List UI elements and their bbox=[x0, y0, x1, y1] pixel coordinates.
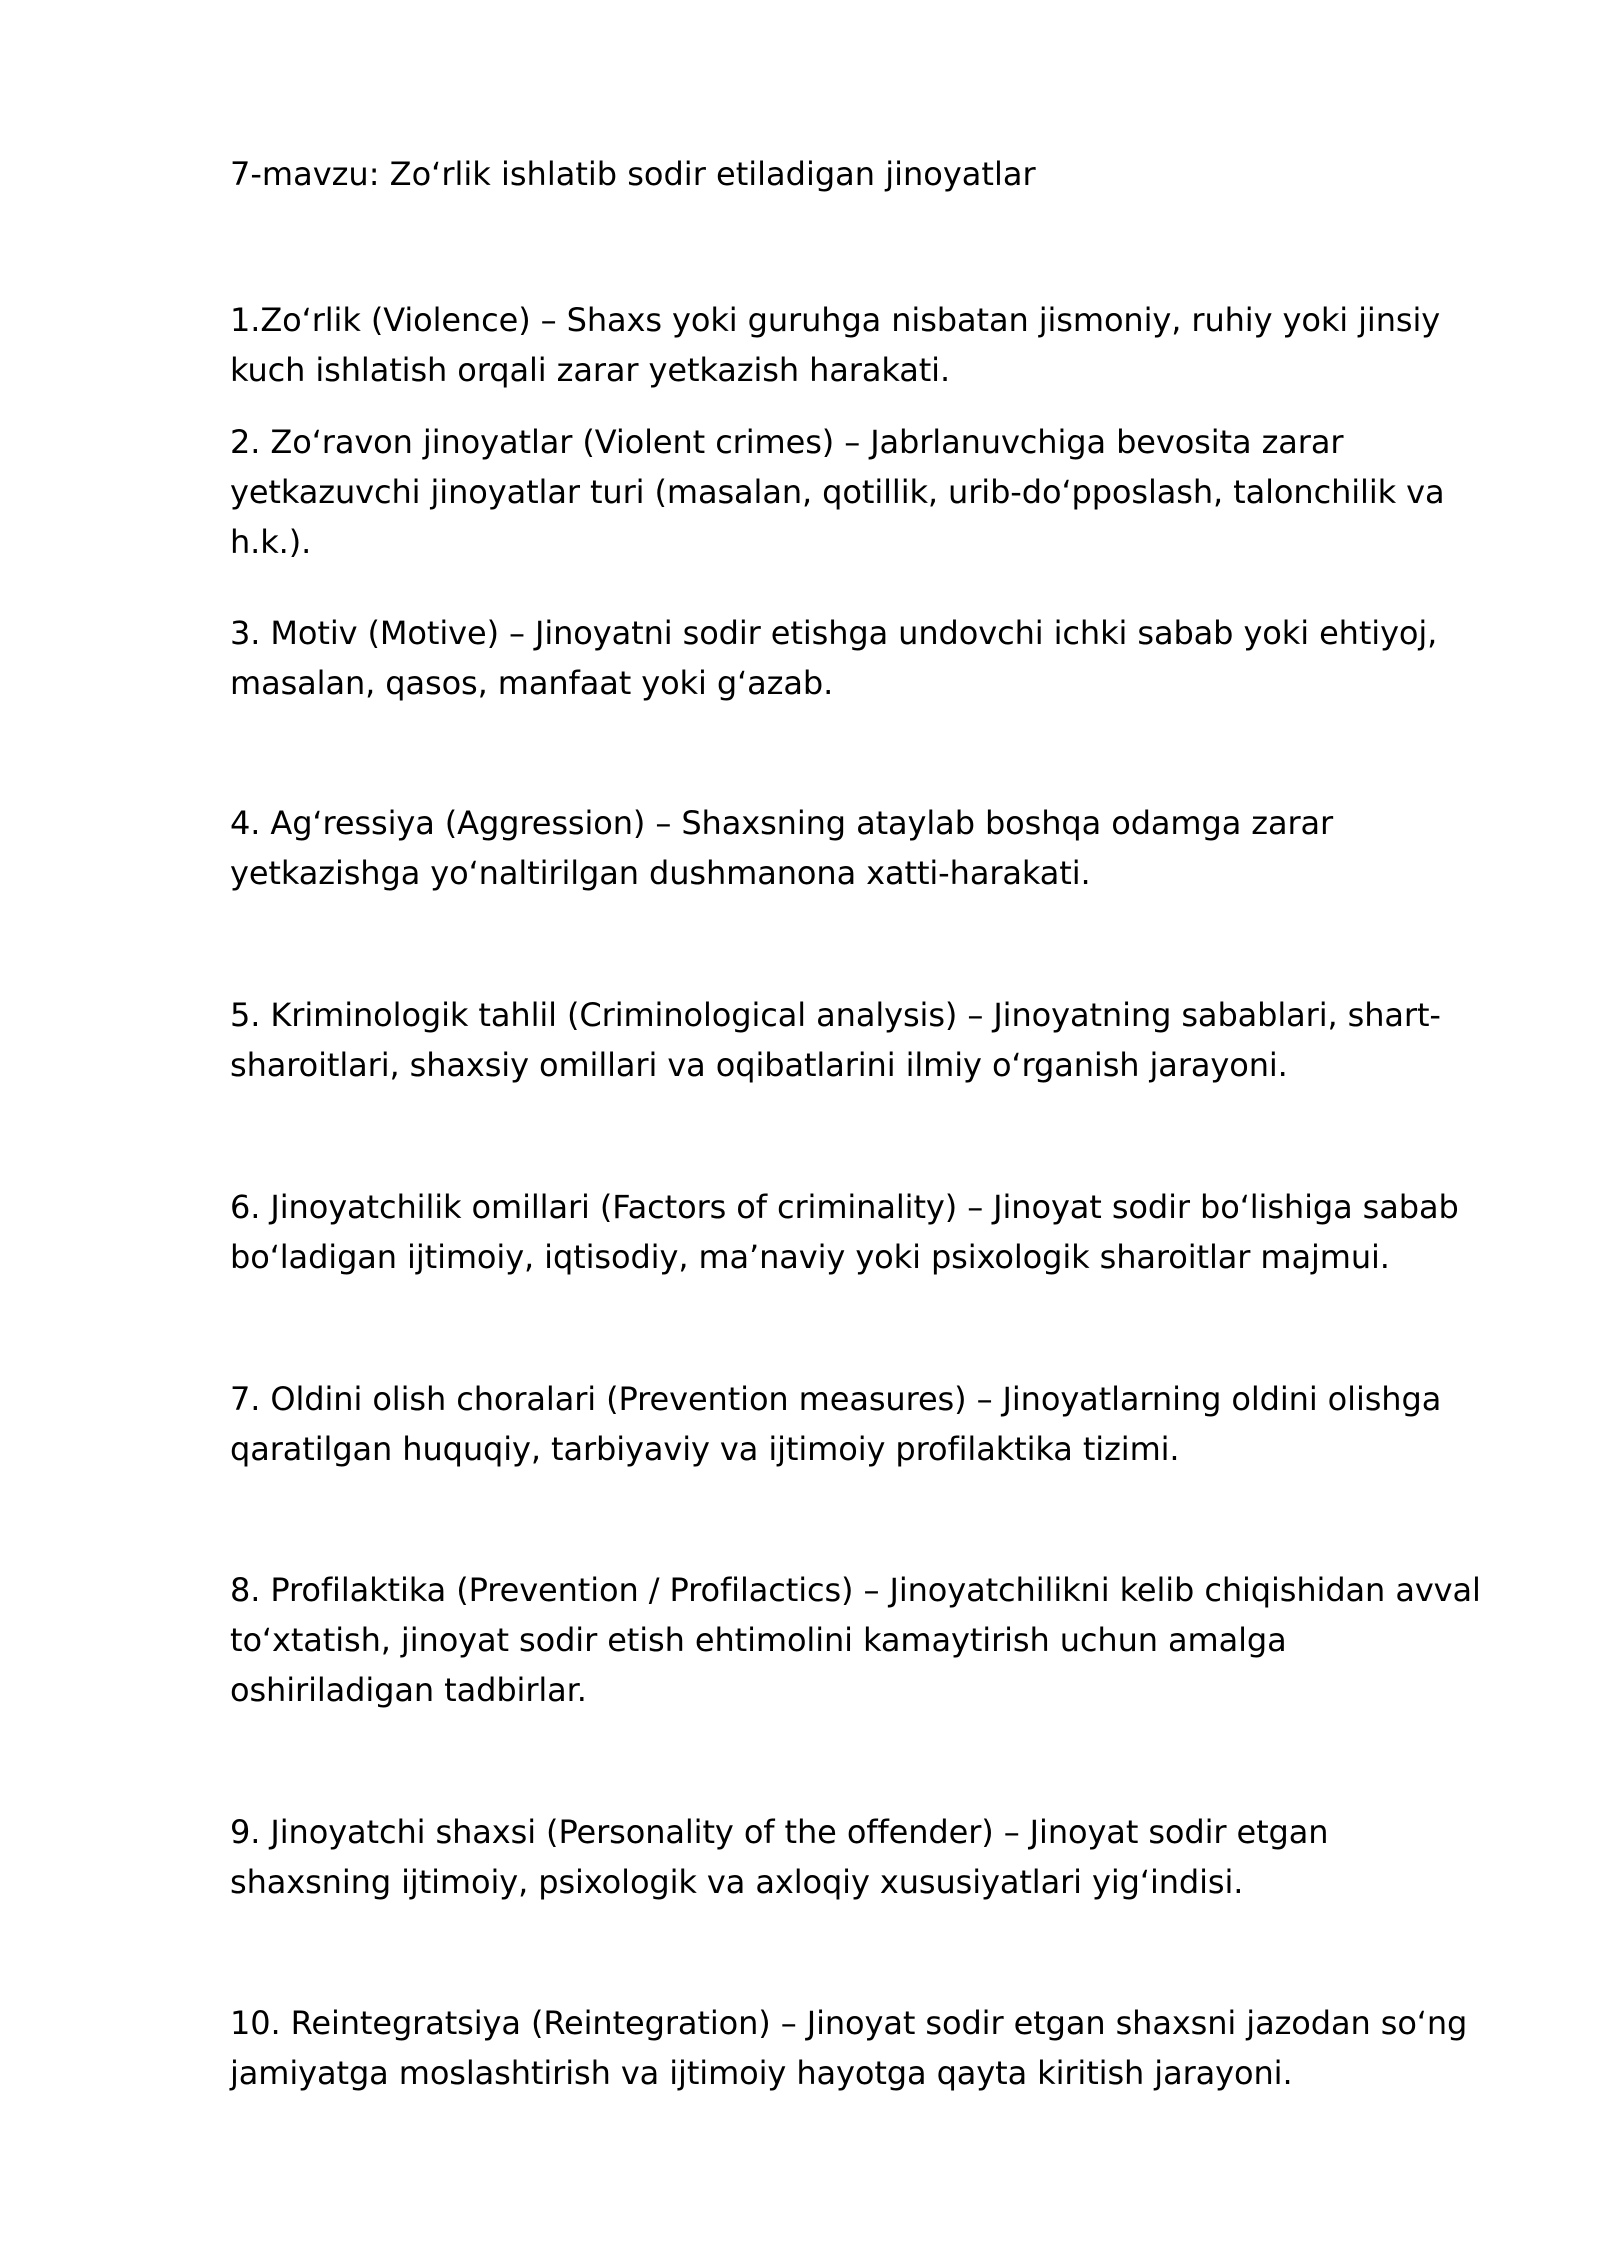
term-8: 8. Profilaktika (Prevention / Profilactics) – Jinoyatchilikni kelib chiqishidan avval toʻxtatish, jinoyat sodir etish ehtimolini kamaytirish uchun amalga oshiriladigan tadbirlar. bbox=[230, 1571, 1481, 1709]
term-7: 7. Oldini olish choralari (Prevention measures) – Jinoyatlarning oldini olishga qaratilgan huquqiy, tarbiyaviy va ijtimoiy profilaktika tizimi. bbox=[230, 1380, 1442, 1468]
term-3: 3. Motiv (Motive) – Jinoyatni sodir etishga undovchi ichki sabab yoki ehtiyoj, masalan, qasos, manfaat yoki gʻazab. bbox=[230, 614, 1438, 702]
term-4: 4. Agʻressiya (Aggression) – Shaxsning ataylab boshqa odamga zarar yetkazishga yoʻnaltirilgan dushmanona xatti-harakati. bbox=[230, 804, 1334, 892]
term-1: 1.Zoʻrlik (Violence) – Shaxs yoki guruhga nisbatan jismoniy, ruhiy yoki jinsiy kuch ishlatish orqali zarar yetkazish harakati. bbox=[230, 301, 1441, 389]
document-title: 7-mavzu: Zoʻrlik ishlatib sodir etiladigan jinoyatlar bbox=[230, 155, 1036, 193]
term-6: 6. Jinoyatchilik omillari (Factors of criminality) – Jinoyat sodir boʻlishiga sabab boʻladigan ijtimoiy, iqtisodiy, maʼnaviy yoki psixologik sharoitlar majmui. bbox=[230, 1188, 1459, 1276]
term-2: 2. Zoʻravon jinoyatlar (Violent crimes) – Jabrlanuvchiga bevosita zarar yetkazuvchi jinoyatlar turi (masalan, qotillik, urib-doʻpposlash, talonchilik va h.k.). bbox=[230, 423, 1445, 561]
term-5: 5. Kriminologik tahlil (Criminological analysis) – Jinoyatning sabablari, shart-sharoitlari, shaxsiy omillari va oqibatlarini ilmiy oʻrganish jarayoni. bbox=[230, 996, 1441, 1084]
term-9: 9. Jinoyatchi shaxsi (Personality of the offender) – Jinoyat sodir etgan shaxsning ijtimoiy, psixologik va axloqiy xususiyatlari yigʻindisi. bbox=[230, 1813, 1329, 1901]
term-10: 10. Reintegratsiya (Reintegration) – Jinoyat sodir etgan shaxsni jazodan soʻng jamiyatga moslashtirish va ijtimoiy hayotga qayta kiritish jarayoni. bbox=[230, 2004, 1468, 2092]
